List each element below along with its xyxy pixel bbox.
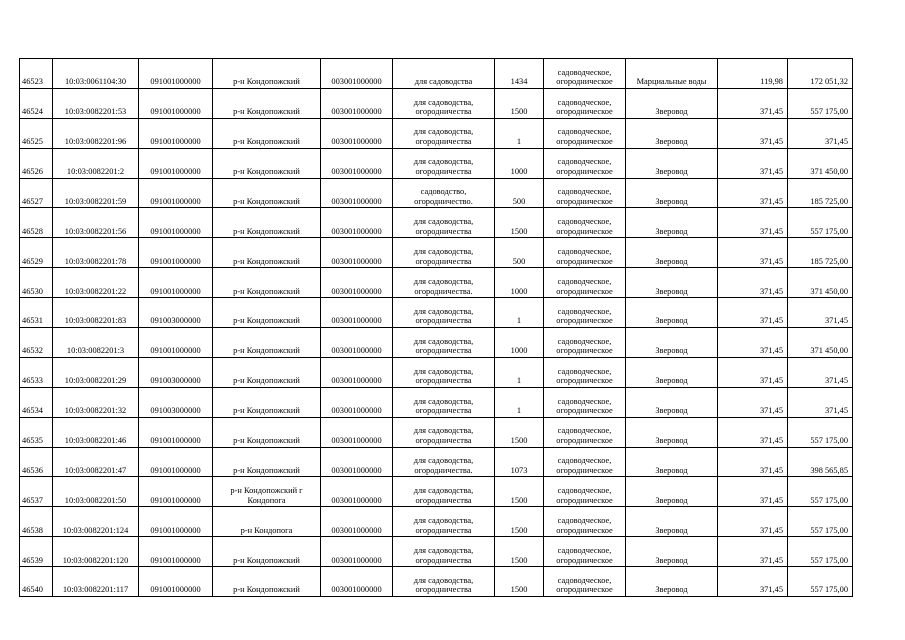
area-cell: 1500 xyxy=(495,507,544,537)
oktmo-code-cell: 091001000000 xyxy=(139,59,213,89)
land-use-purpose-cell: для садоводства, огородничества xyxy=(393,417,495,447)
unit-price-cell: 371,45 xyxy=(718,328,788,358)
cadastral-value-cell: 371,45 xyxy=(788,298,853,328)
area-cell: 1 xyxy=(495,387,544,417)
okato-code-cell: 003001000000 xyxy=(321,178,393,208)
unit-price-cell: 371,45 xyxy=(718,208,788,238)
area-cell: 1000 xyxy=(495,268,544,298)
table-row xyxy=(20,59,853,89)
row-number-cell: 46524 xyxy=(20,88,53,118)
cadastral-number-cell: 10:03:0082201:96 xyxy=(53,118,139,148)
district-cell: р-н Кондопожский xyxy=(213,88,321,118)
cadastral-value-cell: 371,45 xyxy=(788,118,853,148)
area-cell: 1 xyxy=(495,118,544,148)
unit-price-cell: 371,45 xyxy=(718,537,788,567)
cadastral-number-cell: 10:03:0082201:32 xyxy=(53,387,139,417)
land-category-cell: садоводческое, огородническое xyxy=(544,148,626,178)
row-number-cell: 46533 xyxy=(20,357,53,387)
okato-code-cell: 003001000000 xyxy=(321,118,393,148)
oktmo-code-cell: 091001000000 xyxy=(139,178,213,208)
land-use-purpose-cell: для садоводства, огородничества xyxy=(393,148,495,178)
area-cell: 1434 xyxy=(495,59,544,89)
oktmo-code-cell: 091003000000 xyxy=(139,357,213,387)
oktmo-code-cell: 091001000000 xyxy=(139,208,213,238)
district-cell: р-н Кондопожский xyxy=(213,59,321,89)
area-cell: 500 xyxy=(495,178,544,208)
locality-cell: Зверовод xyxy=(626,477,718,507)
cadastral-value-cell: 371 450,00 xyxy=(788,328,853,358)
locality-cell: Марциальные воды xyxy=(626,59,718,89)
unit-price-cell: 371,45 xyxy=(718,178,788,208)
unit-price-cell: 371,45 xyxy=(718,88,788,118)
row-number-cell: 46539 xyxy=(20,537,53,567)
oktmo-code-cell: 091001000000 xyxy=(139,537,213,567)
table-row xyxy=(20,567,853,597)
oktmo-code-cell: 091001000000 xyxy=(139,507,213,537)
land-use-purpose-cell: садоводство, огородничество. xyxy=(393,178,495,208)
area-cell: 1500 xyxy=(495,537,544,567)
okato-code-cell: 003001000000 xyxy=(321,238,393,268)
cadastral-table xyxy=(19,58,853,597)
okato-code-cell: 003001000000 xyxy=(321,567,393,597)
locality-cell: Зверовод xyxy=(626,387,718,417)
land-category-cell: садоводческое, огородническое xyxy=(544,537,626,567)
okato-code-cell: 003001000000 xyxy=(321,208,393,238)
locality-cell: Зверовод xyxy=(626,238,718,268)
okato-code-cell: 003001000000 xyxy=(321,537,393,567)
cadastral-value-cell: 371,45 xyxy=(788,387,853,417)
area-cell: 500 xyxy=(495,238,544,268)
table-row xyxy=(20,447,853,477)
oktmo-code-cell: 091001000000 xyxy=(139,88,213,118)
row-number-cell: 46532 xyxy=(20,328,53,358)
unit-price-cell: 371,45 xyxy=(718,118,788,148)
cadastral-number-cell: 10:03:0082201:124 xyxy=(53,507,139,537)
okato-code-cell: 003001000000 xyxy=(321,507,393,537)
okato-code-cell: 003001000000 xyxy=(321,417,393,447)
cadastral-number-cell: 10:03:0082201:53 xyxy=(53,88,139,118)
table-row xyxy=(20,328,853,358)
row-number-cell: 46540 xyxy=(20,567,53,597)
land-use-purpose-cell: для садоводства, огородничества xyxy=(393,238,495,268)
locality-cell: Зверовод xyxy=(626,417,718,447)
row-number-cell: 46527 xyxy=(20,178,53,208)
cadastral-number-cell: 10:03:0082201:50 xyxy=(53,477,139,507)
land-use-purpose-cell: для садоводства, огородничества xyxy=(393,357,495,387)
district-cell: р-н Кондопожский xyxy=(213,447,321,477)
district-cell: р-н Кондопога xyxy=(213,507,321,537)
unit-price-cell: 371,45 xyxy=(718,298,788,328)
cadastral-number-cell: 10:03:0082201:46 xyxy=(53,417,139,447)
land-use-purpose-cell: для садоводства, огородничества xyxy=(393,507,495,537)
table-row xyxy=(20,507,853,537)
area-cell: 1500 xyxy=(495,567,544,597)
table-row xyxy=(20,477,853,507)
okato-code-cell: 003001000000 xyxy=(321,328,393,358)
land-category-cell: садоводческое, огородническое xyxy=(544,417,626,447)
cadastral-value-cell: 557 175,00 xyxy=(788,208,853,238)
land-category-cell: садоводческое, огородническое xyxy=(544,178,626,208)
land-use-purpose-cell: для садоводства, огородничества xyxy=(393,328,495,358)
cadastral-value-cell: 398 565,85 xyxy=(788,447,853,477)
unit-price-cell: 371,45 xyxy=(718,417,788,447)
unit-price-cell: 371,45 xyxy=(718,477,788,507)
district-cell: р-н Кондопожский xyxy=(213,417,321,447)
row-number-cell: 46535 xyxy=(20,417,53,447)
land-category-cell: садоводческое, огородническое xyxy=(544,298,626,328)
cadastral-number-cell: 10:03:0082201:2 xyxy=(53,148,139,178)
okato-code-cell: 003001000000 xyxy=(321,88,393,118)
area-cell: 1500 xyxy=(495,208,544,238)
oktmo-code-cell: 091001000000 xyxy=(139,447,213,477)
row-number-cell: 46525 xyxy=(20,118,53,148)
land-use-purpose-cell: для садоводства, огородничества xyxy=(393,88,495,118)
land-category-cell: садоводческое, огородническое xyxy=(544,268,626,298)
cadastral-value-cell: 557 175,00 xyxy=(788,88,853,118)
land-category-cell: садоводческое, огородническое xyxy=(544,238,626,268)
unit-price-cell: 119,98 xyxy=(718,59,788,89)
table-row xyxy=(20,537,853,567)
row-number-cell: 46529 xyxy=(20,238,53,268)
oktmo-code-cell: 091001000000 xyxy=(139,268,213,298)
land-category-cell: садоводческое, огородническое xyxy=(544,567,626,597)
okato-code-cell: 003001000000 xyxy=(321,447,393,477)
cadastral-number-cell: 10:03:0082201:117 xyxy=(53,567,139,597)
locality-cell: Зверовод xyxy=(626,148,718,178)
land-use-purpose-cell: для садоводства, огородничества xyxy=(393,537,495,567)
district-cell: р-н Кондопожский xyxy=(213,567,321,597)
okato-code-cell: 003001000000 xyxy=(321,298,393,328)
land-category-cell: садоводческое, огородническое xyxy=(544,387,626,417)
area-cell: 1 xyxy=(495,357,544,387)
locality-cell: Зверовод xyxy=(626,447,718,477)
land-category-cell: садоводческое, огородническое xyxy=(544,328,626,358)
land-category-cell: садоводческое, огородническое xyxy=(544,477,626,507)
land-use-purpose-cell: для садоводства, огородничества xyxy=(393,298,495,328)
cadastral-value-cell: 557 175,00 xyxy=(788,477,853,507)
cadastral-number-cell: 10:03:0082201:78 xyxy=(53,238,139,268)
land-use-purpose-cell: для садоводства, огородничества. xyxy=(393,447,495,477)
okato-code-cell: 003001000000 xyxy=(321,148,393,178)
cadastral-value-cell: 557 175,00 xyxy=(788,567,853,597)
okato-code-cell: 003001000000 xyxy=(321,387,393,417)
table-row xyxy=(20,417,853,447)
land-category-cell: садоводческое, огородническое xyxy=(544,208,626,238)
row-number-cell: 46534 xyxy=(20,387,53,417)
unit-price-cell: 371,45 xyxy=(718,507,788,537)
locality-cell: Зверовод xyxy=(626,88,718,118)
land-category-cell: садоводческое, огородническое xyxy=(544,507,626,537)
table-row xyxy=(20,268,853,298)
table-row xyxy=(20,357,853,387)
unit-price-cell: 371,45 xyxy=(718,148,788,178)
row-number-cell: 46531 xyxy=(20,298,53,328)
row-number-cell: 46526 xyxy=(20,148,53,178)
table-row xyxy=(20,208,853,238)
okato-code-cell: 003001000000 xyxy=(321,59,393,89)
cadastral-value-cell: 557 175,00 xyxy=(788,507,853,537)
land-use-purpose-cell: для садоводства xyxy=(393,59,495,89)
land-use-purpose-cell: для садоводства, огородничества xyxy=(393,208,495,238)
area-cell: 1500 xyxy=(495,88,544,118)
land-category-cell: садоводческое, огородническое xyxy=(544,357,626,387)
district-cell: р-н Кондопожский xyxy=(213,298,321,328)
okato-code-cell: 003001000000 xyxy=(321,357,393,387)
locality-cell: Зверовод xyxy=(626,268,718,298)
oktmo-code-cell: 091003000000 xyxy=(139,298,213,328)
district-cell: р-н Кондопожский xyxy=(213,357,321,387)
locality-cell: Зверовод xyxy=(626,328,718,358)
land-use-purpose-cell: для садоводства, огородничества xyxy=(393,387,495,417)
area-cell: 1500 xyxy=(495,477,544,507)
row-number-cell: 46538 xyxy=(20,507,53,537)
oktmo-code-cell: 091001000000 xyxy=(139,328,213,358)
locality-cell: Зверовод xyxy=(626,298,718,328)
cadastral-number-cell: 10:03:0082201:59 xyxy=(53,178,139,208)
oktmo-code-cell: 091003000000 xyxy=(139,387,213,417)
locality-cell: Зверовод xyxy=(626,357,718,387)
cadastral-number-cell: 10:03:0082201:83 xyxy=(53,298,139,328)
unit-price-cell: 371,45 xyxy=(718,567,788,597)
unit-price-cell: 371,45 xyxy=(718,238,788,268)
table-body xyxy=(20,59,853,597)
cadastral-value-cell: 371,45 xyxy=(788,357,853,387)
row-number-cell: 46523 xyxy=(20,59,53,89)
cadastral-value-cell: 371 450,00 xyxy=(788,268,853,298)
okato-code-cell: 003001000000 xyxy=(321,477,393,507)
land-category-cell: садоводческое, огородническое xyxy=(544,88,626,118)
oktmo-code-cell: 091001000000 xyxy=(139,567,213,597)
locality-cell: Зверовод xyxy=(626,567,718,597)
unit-price-cell: 371,45 xyxy=(718,268,788,298)
row-number-cell: 46536 xyxy=(20,447,53,477)
cadastral-number-cell: 10:03:0082201:120 xyxy=(53,537,139,567)
row-number-cell: 46537 xyxy=(20,477,53,507)
district-cell: р-н Кондопожский xyxy=(213,537,321,567)
table-row xyxy=(20,148,853,178)
locality-cell: Зверовод xyxy=(626,208,718,238)
oktmo-code-cell: 091001000000 xyxy=(139,417,213,447)
cadastral-value-cell: 557 175,00 xyxy=(788,537,853,567)
cadastral-number-cell: 10:03:0082201:47 xyxy=(53,447,139,477)
district-cell: р-н Кондопожский xyxy=(213,328,321,358)
land-category-cell: садоводческое, огородническое xyxy=(544,59,626,89)
unit-price-cell: 371,45 xyxy=(718,387,788,417)
table-row xyxy=(20,88,853,118)
row-number-cell: 46530 xyxy=(20,268,53,298)
cadastral-value-cell: 172 051,32 xyxy=(788,59,853,89)
locality-cell: Зверовод xyxy=(626,118,718,148)
locality-cell: Зверовод xyxy=(626,178,718,208)
cadastral-number-cell: 10:03:0082201:3 xyxy=(53,328,139,358)
locality-cell: Зверовод xyxy=(626,507,718,537)
land-use-purpose-cell: для садоводства, огородничества xyxy=(393,118,495,148)
area-cell: 1000 xyxy=(495,328,544,358)
land-use-purpose-cell: для садоводства, огородничества xyxy=(393,477,495,507)
area-cell: 1073 xyxy=(495,447,544,477)
area-cell: 1500 xyxy=(495,417,544,447)
row-number-cell: 46528 xyxy=(20,208,53,238)
cadastral-value-cell: 185 725,00 xyxy=(788,178,853,208)
land-use-purpose-cell: для садоводства, огородничества. xyxy=(393,268,495,298)
land-use-purpose-cell: для садоводства, огородничества xyxy=(393,567,495,597)
area-cell: 1000 xyxy=(495,148,544,178)
cadastral-number-cell: 10:03:0082201:56 xyxy=(53,208,139,238)
table-row xyxy=(20,238,853,268)
area-cell: 1 xyxy=(495,298,544,328)
table-row xyxy=(20,298,853,328)
unit-price-cell: 371,45 xyxy=(718,357,788,387)
district-cell: р-н Кондопожский xyxy=(213,148,321,178)
district-cell: р-н Кондопожский xyxy=(213,268,321,298)
district-cell: р-н Кондопожский xyxy=(213,208,321,238)
cadastral-number-cell: 10:03:0082201:29 xyxy=(53,357,139,387)
cadastral-number-cell: 10:03:0082201:22 xyxy=(53,268,139,298)
okato-code-cell: 003001000000 xyxy=(321,268,393,298)
oktmo-code-cell: 091001000000 xyxy=(139,148,213,178)
district-cell: р-н Кондопожский xyxy=(213,118,321,148)
oktmo-code-cell: 091001000000 xyxy=(139,118,213,148)
district-cell: р-н Кондопожский xyxy=(213,238,321,268)
district-cell: р-н Кондопожский xyxy=(213,178,321,208)
table-row xyxy=(20,178,853,208)
land-category-cell: садоводческое, огородническое xyxy=(544,118,626,148)
cadastral-number-cell: 10:03:0061104:30 xyxy=(53,59,139,89)
locality-cell: Зверовод xyxy=(626,537,718,567)
oktmo-code-cell: 091001000000 xyxy=(139,477,213,507)
district-cell: р-н Кондопожский xyxy=(213,387,321,417)
oktmo-code-cell: 091001000000 xyxy=(139,238,213,268)
cadastral-value-cell: 371 450,00 xyxy=(788,148,853,178)
cadastral-value-cell: 185 725,00 xyxy=(788,238,853,268)
unit-price-cell: 371,45 xyxy=(718,447,788,477)
district-cell: р-н Кондопожский г Кондопога xyxy=(213,477,321,507)
table-row xyxy=(20,387,853,417)
land-category-cell: садоводческое, огородническое xyxy=(544,447,626,477)
table-row xyxy=(20,118,853,148)
cadastral-value-cell: 557 175,00 xyxy=(788,417,853,447)
